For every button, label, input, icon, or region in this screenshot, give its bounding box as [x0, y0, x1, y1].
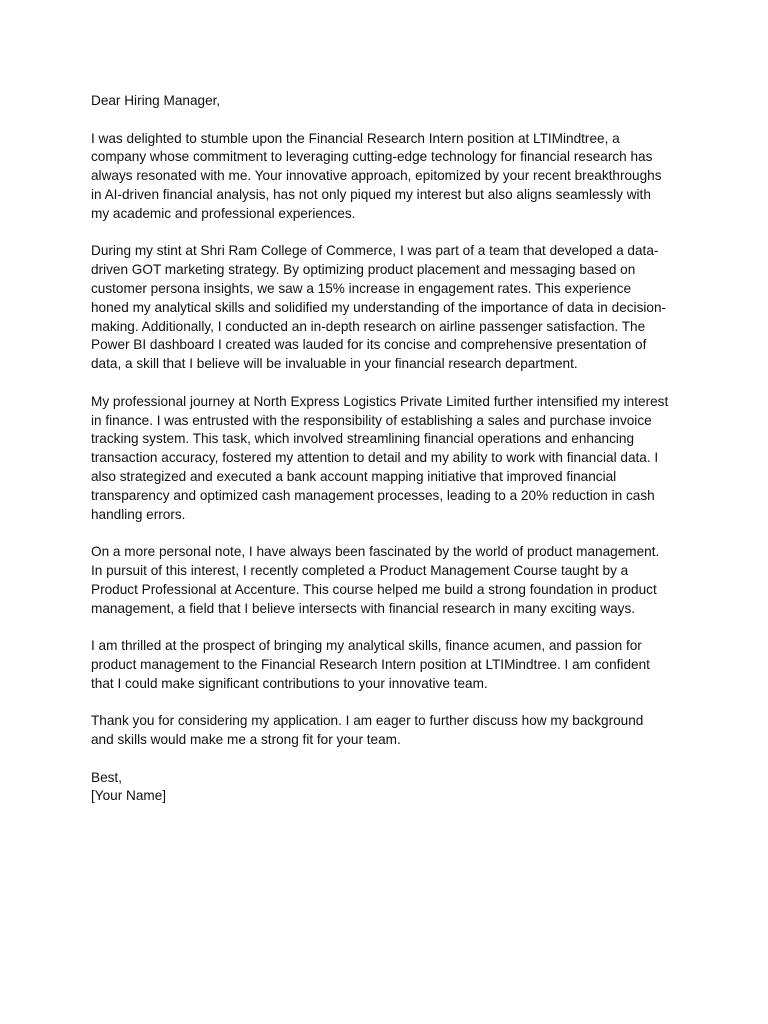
cover-letter: [91, 92, 681, 806]
text-line: transparency and optimized cash management processes, leading to a 20% reduction in cash: [91, 487, 655, 503]
text-line: Thank you for considering my application. I am eager to further discuss how my background: [91, 713, 644, 729]
text-line: my academic and professional experiences.: [91, 205, 356, 221]
text-line: data, a skill that I believe will be invaluable in your financial research department.: [91, 356, 578, 372]
text-line: In pursuit of this interest, I recently completed a Product Management Course taught by a: [91, 562, 629, 578]
text-line: tracking system. This task, which involved streamlining financial operations and enhancing: [91, 431, 635, 447]
text-line: honed my analytical skills and solidified my understanding of the importance of data in decision-: [91, 299, 667, 315]
text-line: driven GOT marketing strategy. By optimizing product placement and messaging based on: [91, 262, 636, 278]
text-line: in AI-driven financial analysis, has not only piqued my interest but also aligns seamlessly with: [91, 186, 651, 202]
letter-closing: Best,: [91, 769, 122, 785]
paragraph-thanks: [91, 712, 681, 750]
paragraph-professional: [91, 393, 681, 525]
text-line: customer persona insights, we saw a 15% increase in engagement rates. This experience: [91, 280, 632, 296]
text-line: I am thrilled at the prospect of bringing my analytical skills, finance acumen, and passion for: [91, 638, 642, 654]
text-line: in finance. I was entrusted with the responsibility of establishing a sales and purchase invoice: [91, 412, 652, 428]
text-line: also strategized and executed a bank account mapping initiative that improved financial: [91, 468, 617, 484]
text-line: that I could make significant contributions to your innovative team.: [91, 675, 488, 691]
letter-greeting: Dear Hiring Manager,: [91, 93, 221, 108]
paragraph-intro: [91, 130, 681, 224]
text-line: always resonated with me. Your innovative approach, epitomized by your recent breakthroughs: [91, 168, 662, 184]
paragraph-college: [91, 242, 681, 374]
text-line: On a more personal note, I have always been fascinated by the world of product management.: [91, 544, 660, 560]
text-line: management, a field that I believe intersects with financial research in many exciting ways.: [91, 600, 636, 616]
letter-signature: [Your Name]: [91, 788, 167, 804]
text-line: transaction accuracy, fostered my attention to detail and my ability to work with financial data. I: [91, 450, 659, 466]
text-line: Power BI dashboard I created was lauded for its concise and comprehensive presentation of: [91, 337, 647, 353]
text-line: making. Additionally, I conducted an in-depth research on airline passenger satisfaction. The: [91, 318, 646, 334]
text-line: During my stint at Shri Ram College of Commerce, I was part of a team that developed a data-: [91, 243, 659, 259]
text-line: handling errors.: [91, 506, 186, 522]
text-line: company whose commitment to leveraging cutting-edge technology for financial research has: [91, 149, 653, 165]
text-line: and skills would make me a strong fit for your team.: [91, 732, 401, 748]
text-line: Product Professional at Accenture. This course helped me build a strong foundation in product: [91, 581, 657, 597]
text-line: product management to the Financial Research Intern position at LTIMindtree. I am confident: [91, 656, 650, 672]
text-line: I was delighted to stumble upon the Financial Research Intern position at LTIMindtree, a: [91, 130, 620, 146]
text-line: My professional journey at North Express Logistics Private Limited further intensified my interest: [91, 393, 669, 409]
paragraph-prospect: [91, 637, 681, 693]
paragraph-personal: [91, 543, 681, 618]
